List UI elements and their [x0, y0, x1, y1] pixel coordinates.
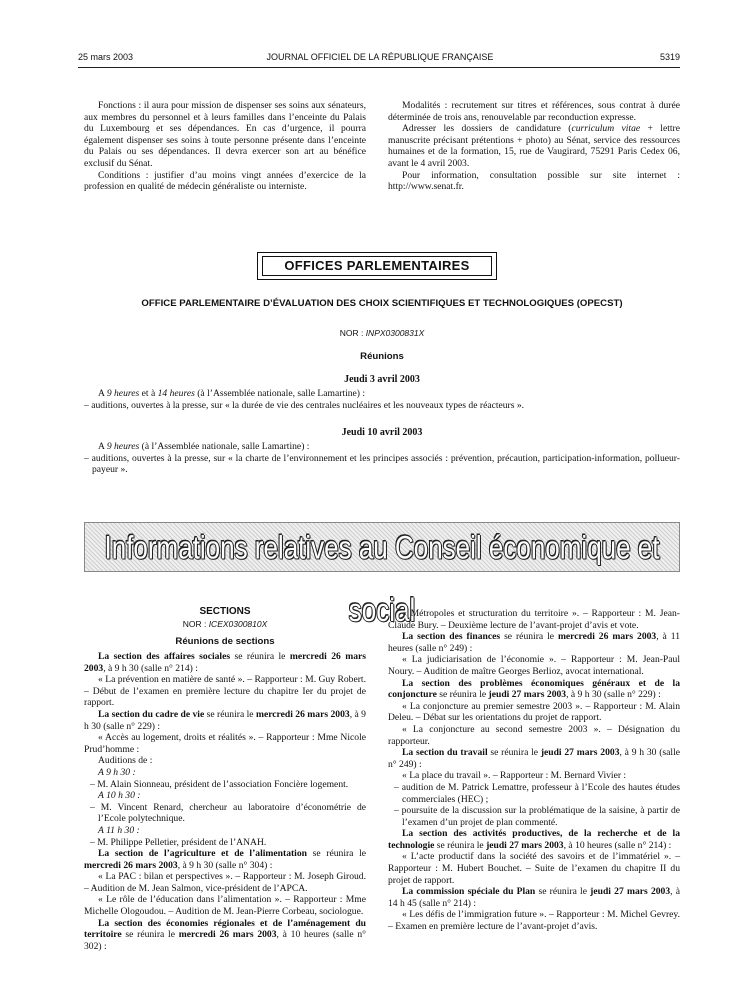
- paragraph: « Les défis de l’immigration future ». – Rapporteur : M. Michel Gevrey. – Examen en première lecture de l’avant-projet d’avis.: [388, 909, 680, 933]
- paragraph: « Métropoles et structuration du territoire ». – Rapporteur : M. Jean-Claude Bury. – Deuxième lecture de l’avant-projet d’avis et vote.: [388, 608, 680, 631]
- section-box-title: OFFICES PARLEMENTAIRES: [262, 256, 492, 276]
- time-label: A 11 h 30 :: [98, 824, 140, 836]
- header-rule: [78, 67, 680, 68]
- nor-reference: NOR : INPX0300831X: [339, 328, 425, 338]
- list-item: – poursuite de la discussion sur la problématique de la saisine, à partir de l’examen d’un projet de plan commenté.: [394, 805, 680, 828]
- paragraph: « La place du travail ». – Rapporteur : M. Bernard Vivier :: [402, 770, 627, 782]
- reunions-heading: Réunions: [360, 351, 404, 362]
- section-announcement: La section des affaires sociales se réunira le mercredi 26 mars 2003, à 9 h 30 (salle n° 214) :: [84, 651, 366, 674]
- office-title: OFFICE PARLEMENTAIRE D’ÉVALUATION DES CHOIX SCIENTIFIQUES ET TECHNOLOGIQUES (OPECST): [141, 298, 623, 309]
- time-label: A 10 h 30 :: [98, 790, 141, 802]
- day-heading: Jeudi 10 avril 2003: [341, 427, 423, 438]
- sections-left-column: [84, 651, 366, 952]
- paragraph: « La conjoncture au premier semestre 2003 ». – Rapporteur : M. Alain Deleu. – Débat sur les orientations du projet de rapport.: [388, 700, 680, 724]
- paragraph: Pour information, consultation possible sur site internet : http://www.senat.fr.: [388, 169, 680, 193]
- paragraph: « Le rôle de l’éducation dans l’alimentation ». – Rapporteur : Mme Michelle Ologoudou. – Audition de M. Jean-Pierre Corbeau, sociologue.: [84, 894, 366, 918]
- list-item: – M. Alain Sionneau, président de l’association Foncière logement.: [90, 778, 349, 790]
- banner-title: Informations relatives au Conseil économique et social: [104, 528, 660, 629]
- paragraph: « La PAC : bilan et perspectives ». – Rapporteur : M. Joseph Giroud. – Audition de M. Jean Salmon, vice-président de l’APCA.: [84, 871, 366, 894]
- top-right-column: [388, 100, 680, 193]
- list-item: – M. Philippe Pelletier, président de l’ANAH.: [90, 836, 267, 848]
- paragraph: Conditions : justifier d’au moins vingt années d’exercice de la profession en qualité de médecin généraliste ou interniste.: [84, 169, 366, 193]
- paragraph: « La judiciarisation de l’économie ». – Rapporteur : M. Jean-Paul Noury. – Audition de maître Georges Berlioz, avocat international.: [388, 654, 680, 677]
- paragraph: « La prévention en matière de santé ». – Rapporteur : M. Guy Robert. – Début de l’examen en première lecture du chapitre Ier du projet de rapport.: [84, 674, 366, 709]
- time-label: A 9 h 30 :: [98, 766, 136, 778]
- section-announcement: La section des finances se réunira le mercredi 26 mars 2003, à 11 heures (salle n° 249) :: [388, 631, 680, 654]
- page-number: 5319: [659, 52, 680, 62]
- section-announcement: La section du travail se réunira le jeudi 27 mars 2003, à 9 h 30 (salle n° 249) :: [388, 747, 680, 770]
- paragraph: « L’acte productif dans la société des savoirs et de l’immatériel ». – Rapporteur : M. Hubert Bouchet. – Suite de l’examen du chapitre II du projet de rapport.: [388, 851, 680, 886]
- journal-title: JOURNAL OFFICIEL DE LA RÉPUBLIQUE FRANÇAISE: [266, 52, 494, 62]
- paragraph: Fonctions : il aura pour mission de dispenser ses soins aux sénateurs, aux membres du personnel et à leurs familles dans l’enceinte du Palais du Luxembourg et ses dépendances. En cas d’urgence, il pourra également dispenser ses soins à toute personne présente dans l’enceinte du Palais ou ses dépendances. Il devra exercer son art au bénéfice exclusif du Sénat.: [84, 100, 366, 169]
- paragraph: Adresser les dossiers de candidature (curriculum vitae + lettre manuscrite précisant prétentions + photo) au Sénat, service des ressources humaines et de la formation, 15, rue de Vaugirard, 75291 Paris Cedex 06, avant le 4 avril 2003.: [388, 123, 681, 169]
- paragraph: Auditions de :: [98, 755, 153, 767]
- sections-title: SECTIONS: [199, 606, 251, 617]
- section-announcement: La section des problèmes économiques généraux et de la conjoncture se réunira le jeudi 27 mars 2003, à 9 h 30 (salle n° 229) :: [388, 677, 680, 701]
- list-item: – audition de M. Patrick Lemattre, professeur à l’Ecole des hautes études commerciales (HEC) ;: [394, 781, 680, 805]
- paragraph: Modalités : recrutement sur titres et références, sous contrat à durée déterminée de trois ans, renouvelable par reconduction expresse.: [388, 100, 680, 123]
- section-announcement: La section du cadre de vie se réunira le mercredi 26 mars 2003, à 9 h 30 (salle n° 229) :: [84, 708, 366, 732]
- day-block: A 9 heures (à l’Assemblée nationale, salle Lamartine) : – auditions, ouvertes à la presse, sur « la charte de l’environnement et les principes associés : prévention, précaution, participation-information, pollueur-payeur ».: [84, 441, 680, 476]
- section-announcement: La section de l’agriculture et de l’alimentation se réunira le mercredi 26 mars 2003, à 9 h 30 (salle n° 304) :: [84, 848, 366, 871]
- section-announcement: La section des activités productives, de la recherche et de la technologie se réunira le jeudi 27 mars 2003, à 10 heures (salle n° 214) :: [388, 828, 680, 851]
- top-left-column: [84, 100, 366, 193]
- section-announcement: La section des économies régionales et de l’aménagement du territoire se réunira le mercredi 26 mars 2003, à 10 heures (salle n° 302) :: [84, 917, 366, 952]
- header-date: 25 mars 2003: [78, 52, 134, 62]
- list-item: – M. Vincent Renard, chercheur au laboratoire d’économétrie de l’Ecole polytechnique.: [90, 801, 366, 825]
- paragraph: « Accès au logement, droits et réalités ». – Rapporteur : Mme Nicole Prud’homme :: [84, 732, 366, 755]
- sections-right-column: [388, 608, 680, 933]
- day-heading: Jeudi 3 avril 2003: [344, 374, 420, 385]
- section-announcement: La commission spéciale du Plan se réunira le jeudi 27 mars 2003, à 14 h 45 (salle n° 214) :: [388, 886, 680, 909]
- paragraph: « La conjoncture au second semestre 2003 ». – Désignation du rapporteur.: [388, 723, 680, 747]
- day-block: A 9 heures et à 14 heures (à l’Assemblée nationale, salle Lamartine) : – auditions, ouvertes à la presse, sur « la durée de vie des centrales nucléaires et les nouveaux types de réacteurs ».: [84, 388, 525, 411]
- sections-subtitle: Réunions de sections: [175, 636, 275, 647]
- nor-reference: NOR : ICEX0300810X: [182, 619, 268, 629]
